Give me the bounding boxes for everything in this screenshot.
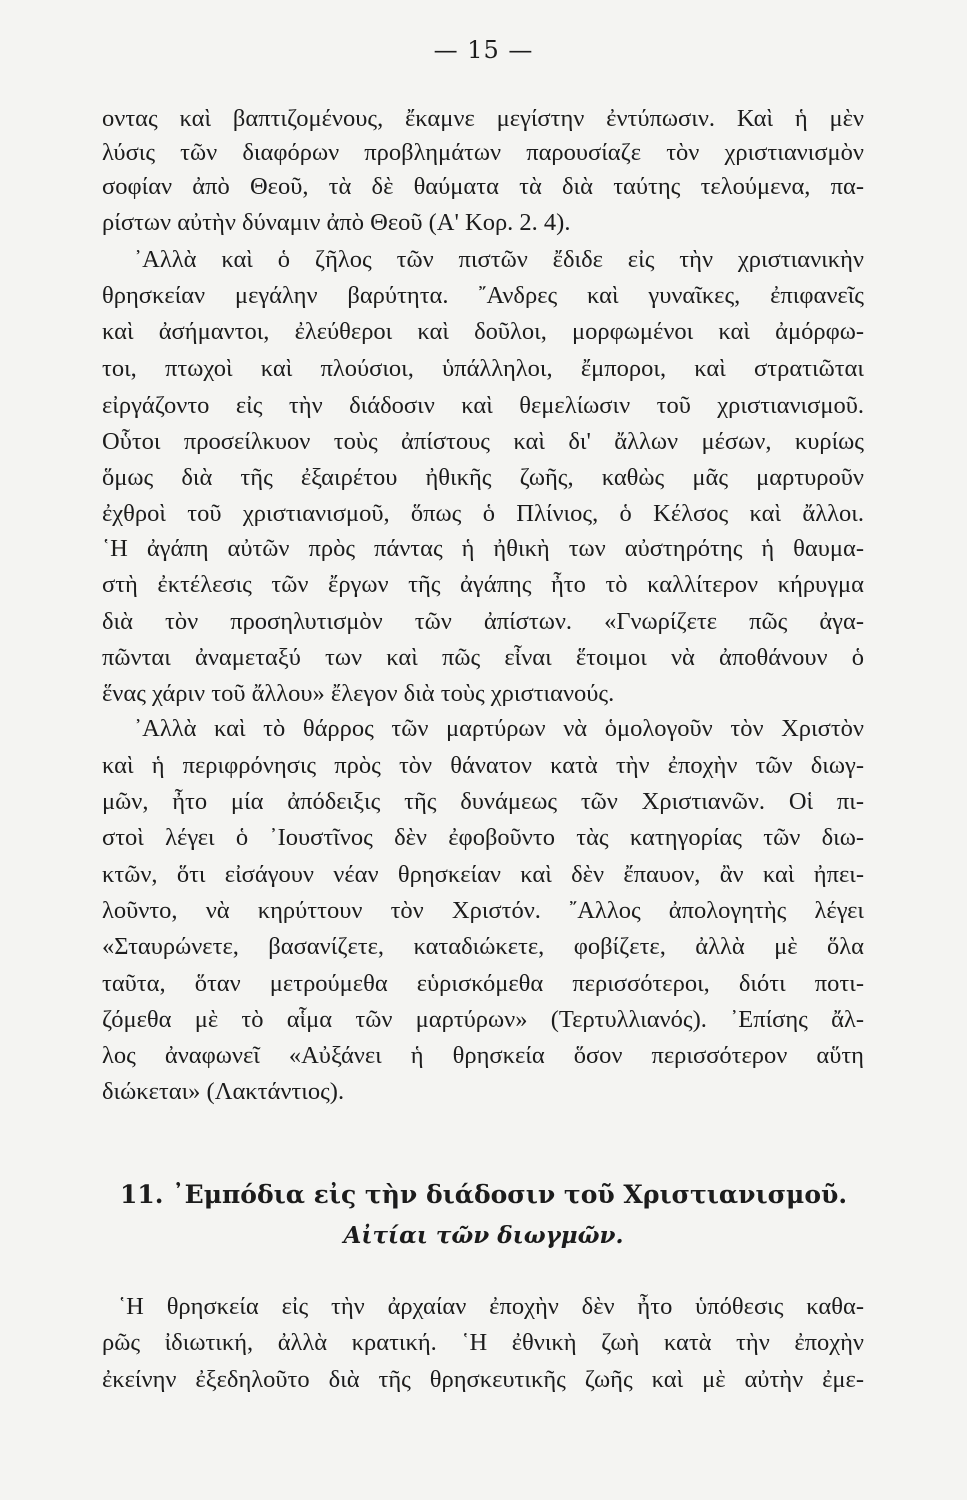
text-line: σοφίαν ἀπὸ Θεοῦ, τὰ δὲ θαύματα τὰ διὰ ταύτης τελούμενα, πα- bbox=[102, 173, 864, 200]
text-line: οντας καὶ βαπτιζομένους, ἔκαμνε μεγίστην ἐντύπωσιν. Καὶ ἡ μὲν bbox=[102, 105, 864, 132]
text-line: καὶ ἡ περιφρόνησις πρὸς τὸν θάνατον κατὰ τὴν ἐποχὴν τῶν διωγ- bbox=[102, 752, 864, 779]
text-line: λοῦντο, νὰ κηρύττουν τὸν Χριστόν. ῎Αλλος ἀπολογητὴς λέγει bbox=[102, 897, 864, 924]
text-line: στοὶ λέγει ὁ ᾿Ιουστῖνος δὲν ἐφοβοῦντο τὰς κατηγορίας τῶν διω- bbox=[102, 824, 864, 851]
text-line: διώκεται» (Λακτάντιος). bbox=[102, 1078, 345, 1105]
text-line: μῶν, ἦτο μία ἀπόδειξις τῆς δυνάμεως τῶν Χριστιανῶν. Οἱ πι- bbox=[102, 788, 864, 815]
text-line: πῶνται ἀναμεταξύ των καὶ πῶς εἶναι ἕτοιμοι νὰ ἀποθάνουν ὁ bbox=[102, 644, 864, 671]
section-subheading: Αἰτίαι τῶν διωγμῶν. bbox=[343, 1222, 624, 1249]
paragraph-start-line: ῾Η θρησκεία εἰς τὴν ἀρχαίαν ἐποχὴν δὲν ἦτο ὑπόθεσις καθα- bbox=[118, 1293, 864, 1320]
text-line: ῾Η ἀγάπη αὐτῶν πρὸς πάντας ἡ ἠθικὴ των αὐστηρότης ἡ θαυμα- bbox=[102, 535, 864, 562]
text-line: θρησκείαν μεγάλην βαρύτητα. ῎Ανδρες καὶ γυναῖκες, ἐπιφανεῖς bbox=[102, 282, 864, 309]
text-line: ρίστων αὐτὴν δύναμιν ἀπὸ Θεοῦ (Α' Κορ. 2. 4). bbox=[102, 209, 571, 236]
text-line: τοι, πτωχοὶ καὶ πλούσιοι, ὑπάλληλοι, ἔμποροι, καὶ στρατιῶται bbox=[102, 355, 864, 382]
text-line: ὅμως διὰ τῆς ἐξαιρέτου ἠθικῆς ζωῆς, καθὼς μᾶς μαρτυροῦν bbox=[102, 464, 864, 491]
text-line: ἕνας χάριν τοῦ ἄλλου» ἔλεγον διὰ τοὺς χριστιανούς. bbox=[102, 680, 615, 707]
text-line: διὰ τὸν προσηλυτισμὸν τῶν ἀπίστων. «Γνωρίζετε πῶς ἀγα- bbox=[102, 608, 864, 635]
section-heading: 11. ᾿Εμπόδια εἰς τὴν διάδοσιν τοῦ Χριστιανισμοῦ. bbox=[119, 1180, 848, 1209]
text-line: λύσις τῶν διαφόρων προβλημάτων παρουσίαζε τὸν χριστιανισμὸν bbox=[102, 139, 864, 166]
text-line: Οὗτοι προσείλκυον τοὺς ἀπίστους καὶ δι' ἄλλων μέσων, κυρίως bbox=[102, 428, 864, 455]
text-line: ταῦτα, ὅταν μετρούμεθα εὑρισκόμεθα περισσότεροι, διότι ποτι- bbox=[102, 970, 864, 997]
text-line: ζόμεθα μὲ τὸ αἷμα τῶν μαρτύρων» (Τερτυλλιανός). ᾿Επίσης ἄλ- bbox=[102, 1006, 864, 1033]
text-line: καὶ ἀσήμαντοι, ἐλεύθεροι καὶ δοῦλοι, μορφωμένοι καὶ ἀμόρφω- bbox=[102, 318, 864, 345]
text-line: εἰργάζοντο εἰς τὴν διάδοσιν καὶ θεμελίωσιν τοῦ χριστιανισμοῦ. bbox=[102, 392, 864, 419]
paragraph-start-line: ᾿Αλλὰ καὶ ὁ ζῆλος τῶν πιστῶν ἔδιδε εἰς τὴν χριστιανικὴν bbox=[134, 246, 864, 273]
paragraph-start-line: ᾿Αλλὰ καὶ τὸ θάρρος τῶν μαρτύρων νὰ ὁμολογοῦν τὸν Χριστὸν bbox=[134, 715, 864, 742]
text-line: ἐκείνην ἐξεδηλοῦτο διὰ τῆς θρησκευτικῆς ζωῆς καὶ μὲ αὐτὴν ἐμε- bbox=[102, 1366, 864, 1393]
text-line: λος ἀναφωνεῖ «Αὐξάνει ἡ θρησκεία ὅσον περισσότερον αὕτη bbox=[102, 1042, 864, 1069]
text-line: κτῶν, ὅτι εἰσάγουν νέαν θρησκείαν καὶ δὲν ἔπαυον, ἂν καὶ ἠπει- bbox=[102, 861, 864, 888]
text-line: στὴ ἐκτέλεσις τῶν ἔργων τῆς ἀγάπης ἦτο τὸ καλλίτερον κήρυγμα bbox=[102, 571, 864, 598]
text-line: ἐχθροὶ τοῦ χριστιανισμοῦ, ὅπως ὁ Πλίνιος, ὁ Κέλσος καὶ ἄλλοι. bbox=[102, 500, 864, 527]
text-line: «Σταυρώνετε, βασανίζετε, καταδιώκετε, φοβίζετε, ἀλλὰ μὲ ὅλα bbox=[102, 933, 864, 960]
text-line: ρῶς ἰδιωτική, ἀλλὰ κρατική. ῾Η ἐθνικὴ ζωὴ κατὰ τὴν ἐποχὴν bbox=[102, 1329, 864, 1356]
page-number: — 15 — bbox=[433, 36, 534, 64]
